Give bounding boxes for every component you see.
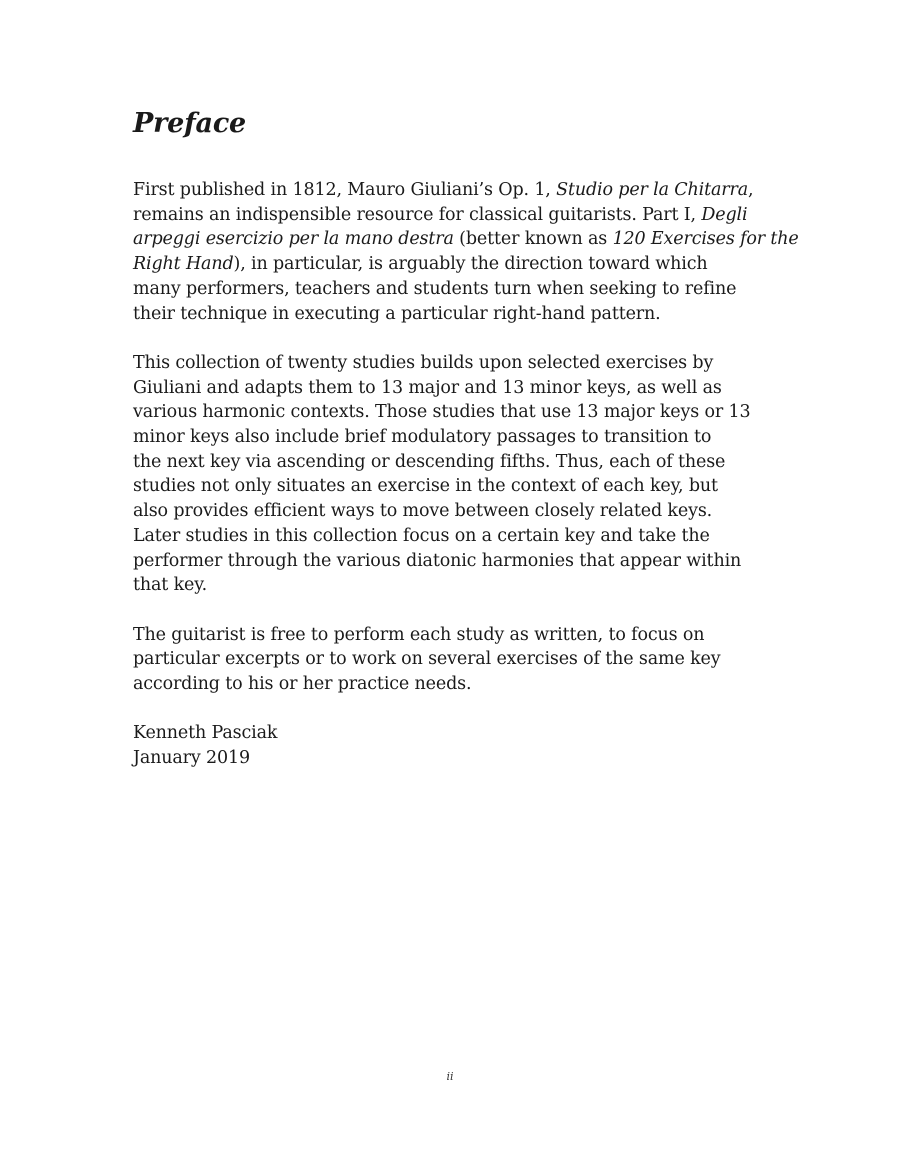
text-line: their technique in executing a particular right-hand pattern.	[133, 303, 661, 324]
text-run: (better known as	[453, 229, 613, 250]
text-run: ,	[748, 180, 754, 200]
text-line: The guitarist is free to perform each study as written, to focus on	[133, 624, 705, 645]
text-line	[133, 252, 773, 277]
text-line	[133, 203, 773, 228]
text-run: remains an indispensible resource for classical guitarists. Part I,	[133, 204, 702, 225]
page-number: ii	[446, 1070, 454, 1083]
body-text	[133, 178, 799, 771]
text-run: ), in particular, is arguably the direction toward which	[233, 254, 708, 275]
text-line	[133, 178, 773, 203]
work-title-italic: Right Hand	[133, 254, 234, 275]
work-title-italic: Degli	[701, 204, 748, 225]
text-line: various harmonic contexts. Those studies that use 13 major keys or 13	[133, 402, 751, 423]
text-line: according to his or her practice needs.	[133, 674, 472, 695]
work-title-italic: arpeggi esercizio per la mano destra	[133, 229, 454, 250]
text-line: also provides efficient ways to move between closely related keys.	[133, 501, 713, 522]
text-line: minor keys also include brief modulatory passages to transition to	[133, 427, 712, 448]
text-line: Giuliani and adapts them to 13 major and 13 minor keys, as well as	[133, 377, 722, 398]
text-line: studies not only situates an exercise in the context of each key, but	[133, 476, 718, 497]
author-name: Kenneth Pasciak	[133, 723, 278, 744]
paragraph-intro	[133, 178, 799, 326]
text-line: performer through the various diatonic harmonies that appear within	[133, 550, 742, 571]
text-line	[133, 227, 799, 252]
text-line: particular excerpts or to work on several exercises of the same key	[133, 649, 721, 670]
text-line: the next key via ascending or descending fifths. Thus, each of these	[133, 451, 726, 472]
signature-date: January 2019	[133, 748, 250, 769]
paragraph-usage	[133, 623, 773, 697]
text-line: This collection of twenty studies builds upon selected exercises by	[133, 352, 714, 373]
work-title-italic: 120 Exercises for the	[612, 229, 799, 250]
signature-block	[133, 721, 773, 770]
text-run: First published in 1812, Mauro Giuliani’s Op. 1,	[133, 180, 557, 200]
work-title-italic: Studio per la Chitarra	[556, 180, 748, 200]
text-line: that key.	[133, 575, 208, 596]
paragraph-collection	[133, 351, 773, 598]
text-line: Later studies in this collection focus on a certain key and take the	[133, 525, 710, 546]
page-title: Preface	[133, 108, 247, 139]
text-line: many performers, teachers and students turn when seeking to refine	[133, 278, 737, 299]
